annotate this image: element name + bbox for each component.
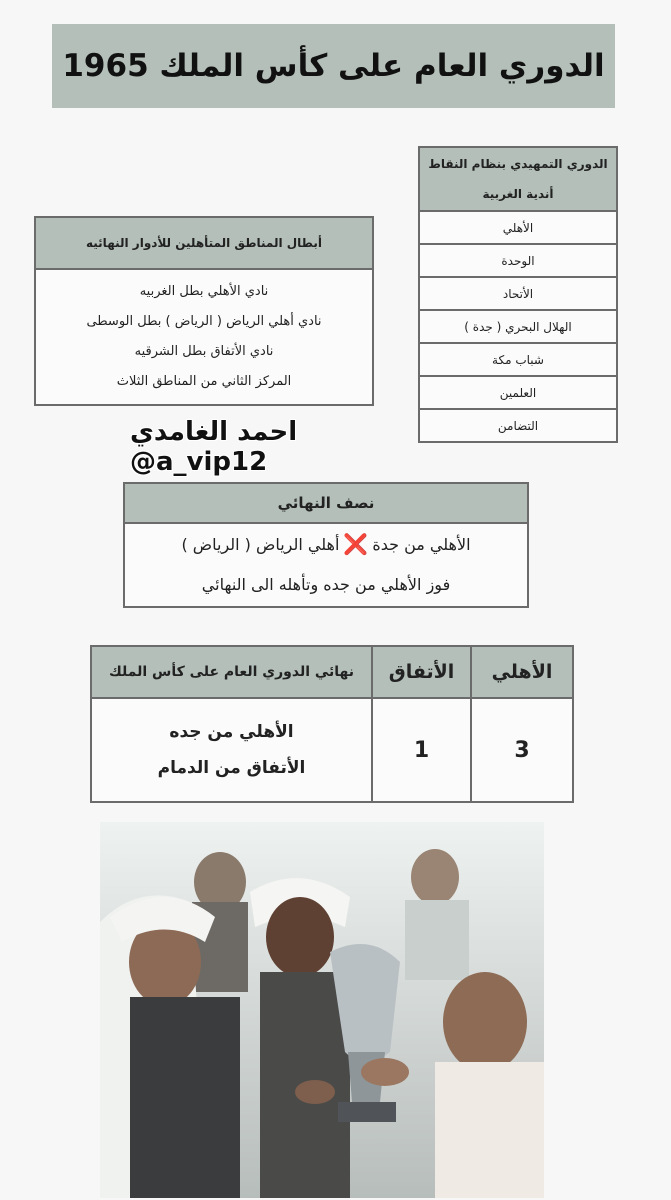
league-club: الوحدة [419, 244, 617, 277]
versus-cross-icon: ❌ [343, 532, 369, 556]
league-club: الهلال البحري ( جدة ) [419, 310, 617, 343]
final-col-title: نهائي الدوري العام على كأس الملك [91, 646, 372, 698]
regional-champions-box [34, 216, 374, 406]
semifinal-result: فوز الأهلي من جده وتأهله الى النهائي [201, 574, 451, 594]
semifinal-team-b: أهلي الرياض ( الرياض ) [181, 534, 340, 554]
title-banner [52, 24, 615, 108]
historical-trophy-photo [100, 822, 544, 1198]
league-club: الأهلي [419, 211, 617, 244]
trophy-photo-illustration [100, 822, 544, 1198]
champion-item: نادي أهلي الرياض ( الرياض ) بطل الوسطى [86, 313, 322, 329]
final-score-ettifaq: 1 [372, 698, 471, 802]
league-club: التضامن [419, 409, 617, 442]
league-heading [419, 147, 617, 211]
semifinal-matchup [125, 524, 527, 564]
champion-item: المركز الثاني من المناطق الثلاث [116, 373, 292, 389]
semifinal-box [123, 482, 529, 608]
league-heading-line2: أندية الغربية [482, 187, 554, 201]
final-table [90, 645, 574, 803]
league-club: الأتحاد [419, 277, 617, 310]
final-team-ettifaq: الأتفاق من الدمام [157, 758, 306, 778]
final-team-ahli: الأهلي من جده [169, 722, 294, 742]
page-title: الدوري العام على كأس الملك 1965 [62, 48, 605, 84]
author-signature: احمد الغامدي @a_vip12 [130, 417, 298, 477]
preliminary-league-table [418, 146, 618, 443]
champions-heading: أبطال المناطق المتأهلين للأدوار النهائيه [36, 218, 372, 270]
champion-item: نادي الأهلي بطل الغربيه [139, 283, 269, 299]
final-col-ettifaq: الأتفاق [372, 646, 471, 698]
league-club: شباب مكة [419, 343, 617, 376]
champion-item: نادي الأتفاق بطل الشرقيه [134, 343, 274, 359]
semifinal-heading: نصف النهائي [125, 484, 527, 524]
league-club: العلمين [419, 376, 617, 409]
final-col-ahli: الأهلي [471, 646, 573, 698]
final-score-ahli: 3 [471, 698, 573, 802]
final-teams [91, 698, 372, 802]
league-heading-line1: الدوري التمهيدي بنظام النقاط [428, 157, 608, 171]
semifinal-team-a: الأهلي من جدة [372, 534, 471, 554]
